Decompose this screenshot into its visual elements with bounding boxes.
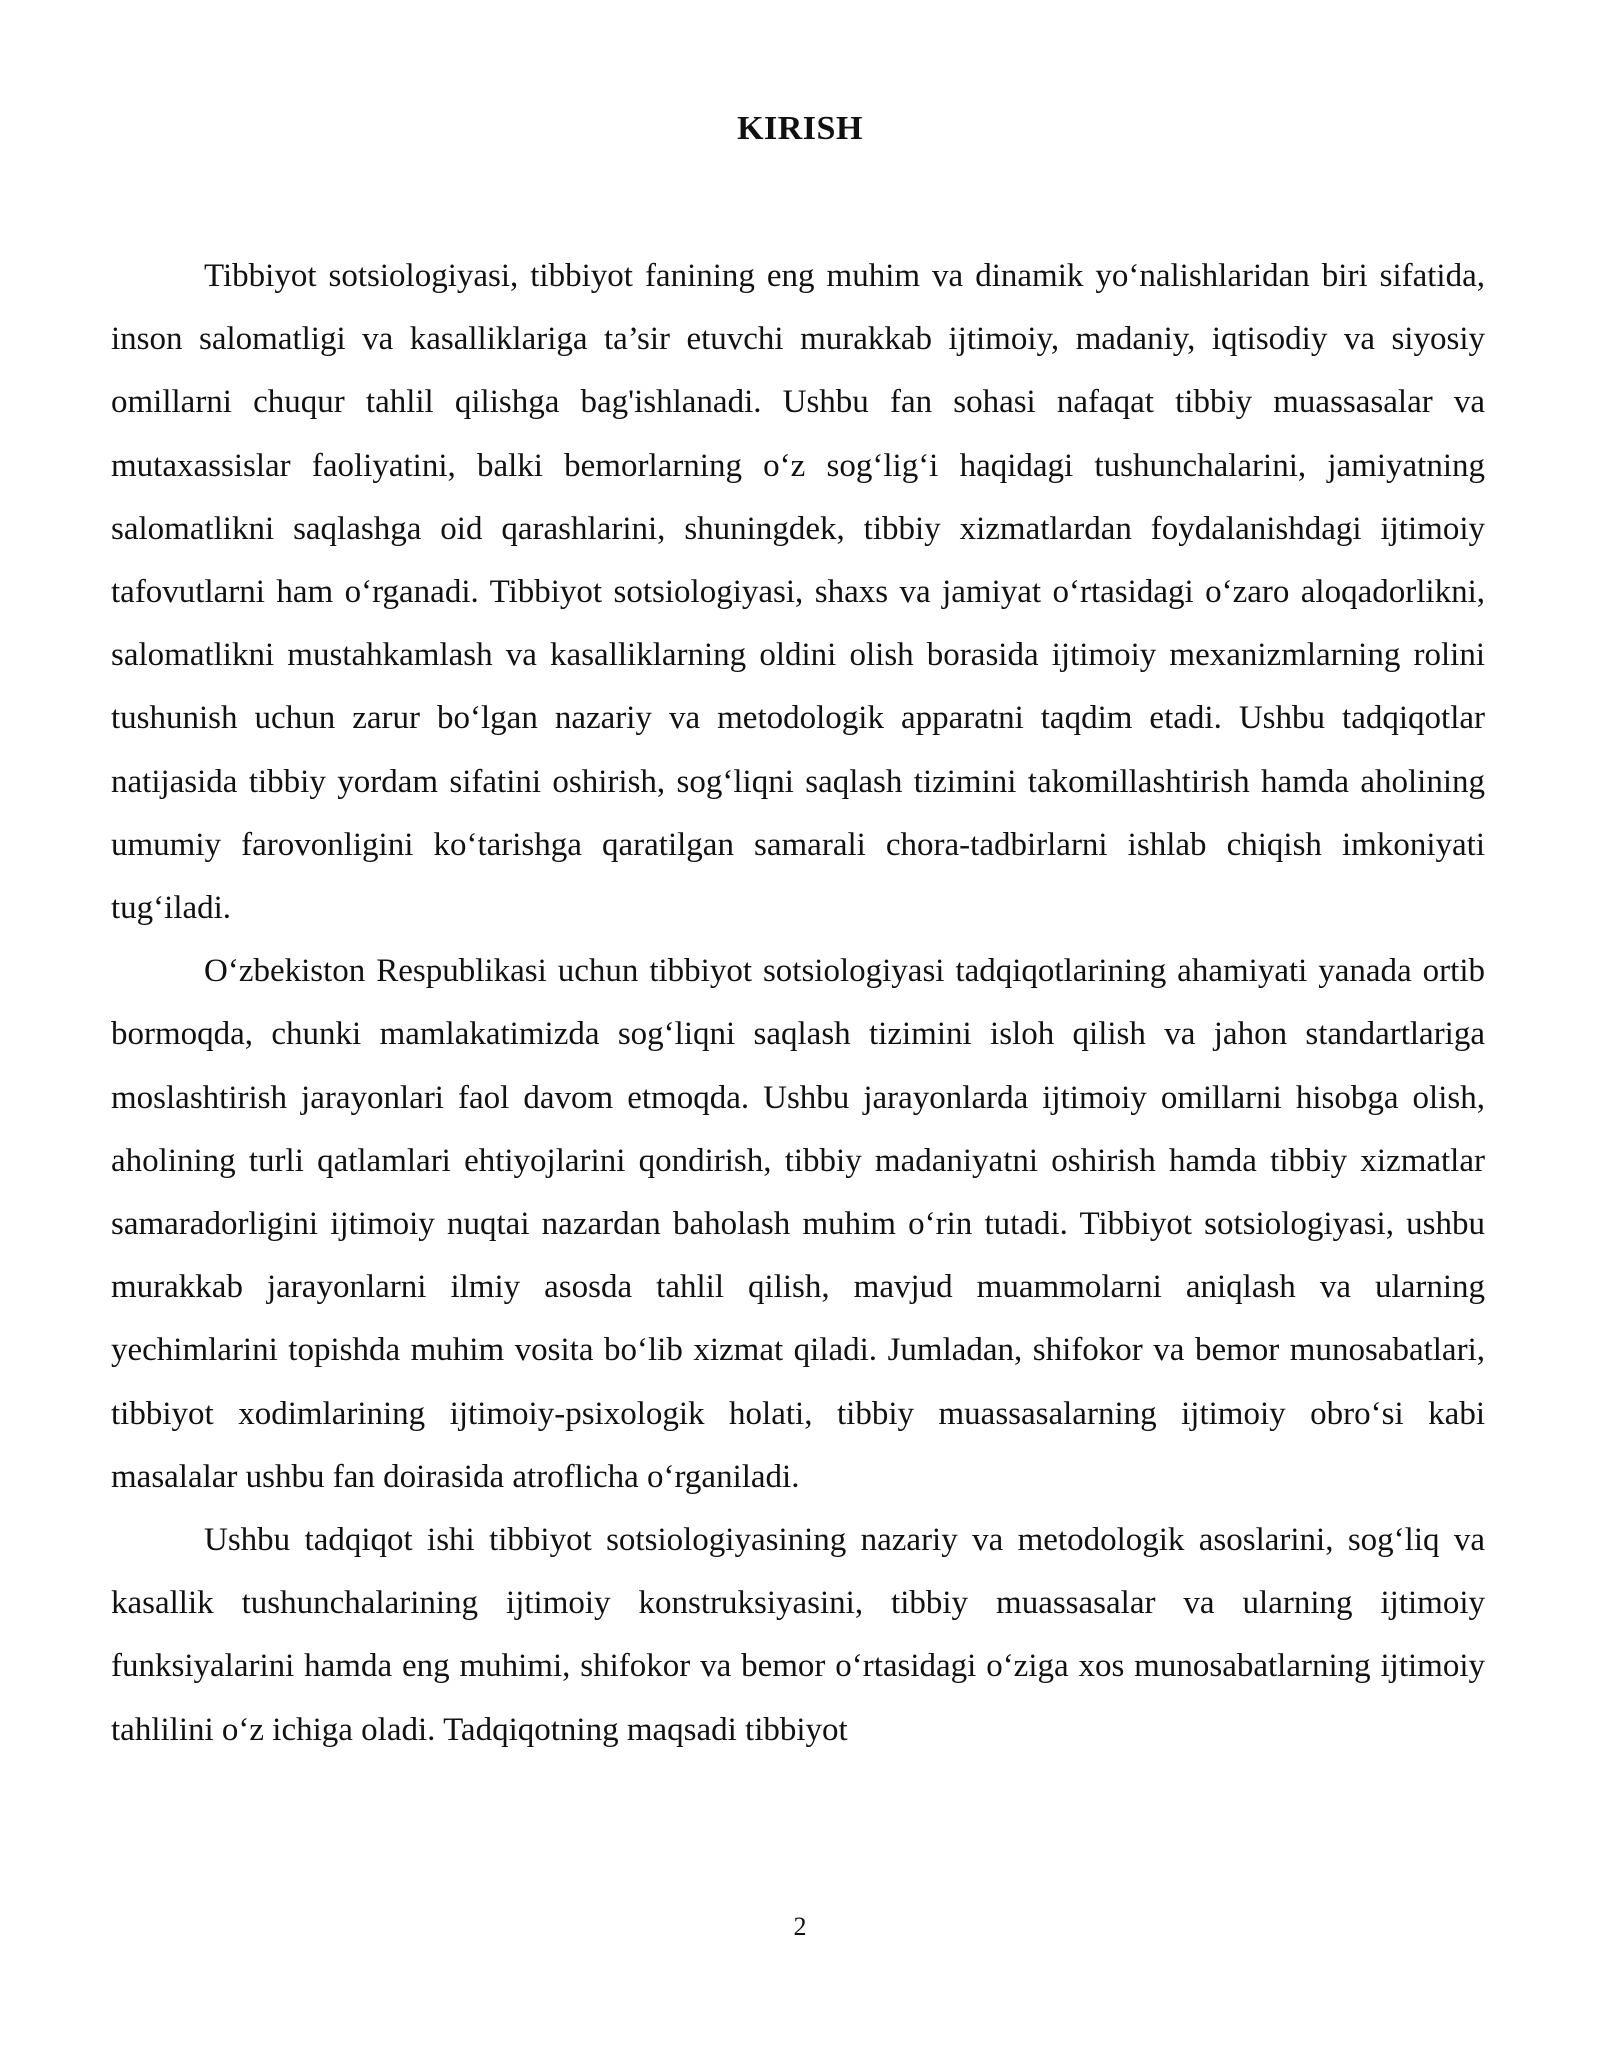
page-number: 2	[793, 1912, 807, 1941]
paragraph-1: Tibbiyot sotsiologiyasi, tibbiyot fanining eng muhim va dinamik yo‘nalishlaridan biri sifatida, inson salomatligi va kasalliklariga ta’sir etuvchi murakkab ijtimoiy, madaniy, iqtisodiy va siyosiy omillarni chuqur tahlil qilishga bag'ishlanadi. Ushbu fan sohasi nafaqat tibbiy muassasalar va mutaxassislar faoliyatini, balki bemorlarning o‘z sog‘lig‘i haqidagi tushunchalarini, jamiyatning salomatlikni saqlashga oid qarashlarini, shuningdek, tibbiy xizmatlardan foydalanishdagi ijtimoiy tafovutlarni ham o‘rganadi. Tibbiyot sotsiologiyasi, shaxs va jamiyat o‘rtasidagi o‘zaro aloqadorlikni, salomatlikni mustahkamlash va kasalliklarning oldini olish borasida ijtimoiy mexanizmlarning rolini tushunish uchun zarur bo‘lgan nazariy va metodologik apparatni taqdim etadi. Ushbu tadqiqotlar natijasida tibbiy yordam sifatini oshirish, sog‘liqni saqlash tizimini takomillashtirish hamda aholining umumiy farovonligini ko‘tarishga qaratilgan samarali chora-tadbirlarni ishlab chiqish imkoniyati tug‘iladi.	[111, 258, 1485, 927]
body-text	[111, 245, 1485, 1762]
page-title: KIRISH	[737, 110, 863, 147]
paragraph-3: Ushbu tadqiqot ishi tibbiyot sotsiologiyasining nazariy va metodologik asoslarini, sog‘liq va kasallik tushunchalarining ijtimoiy konstruksiyasini, tibbiy muassasalar va ularning ijtimoiy funksiyalarini hamda eng muhimi, shifokor va bemor o‘rtasidagi o‘ziga xos munosabatlarning ijtimoiy tahlilini o‘z ichiga oladi. Tadqiqotning maqsadi tibbiyot	[111, 1522, 1485, 1748]
paragraph-2: O‘zbekiston Respublikasi uchun tibbiyot sotsiologiyasi tadqiqotlarining ahamiyati yanada ortib bormoqda, chunki mamlakatimizda sog‘liqni saqlash tizimini isloh qilish va jahon standartlariga moslashtirish jarayonlari faol davom etmoqda. Ushbu jarayonlarda ijtimoiy omillarni hisobga olish, aholining turli qatlamlari ehtiyojlarini qondirish, tibbiy madaniyatni oshirish hamda tibbiy xizmatlar samaradorligini ijtimoiy nuqtai nazardan baholash muhim o‘rin tutadi. Tibbiyot sotsiologiyasi, ushbu murakkab jarayonlarni ilmiy asosda tahlil qilish, mavjud muammolarni aniqlash va ularning yechimlarini topishda muhim vosita bo‘lib xizmat qiladi. Jumladan, shifokor va bemor munosabatlari, tibbiyot xodimlarining ijtimoiy-psixologik holati, tibbiy muassasalarning ijtimoiy obro‘si kabi masalalar ushbu fan doirasida atroflicha o‘rganiladi.	[111, 953, 1485, 1495]
